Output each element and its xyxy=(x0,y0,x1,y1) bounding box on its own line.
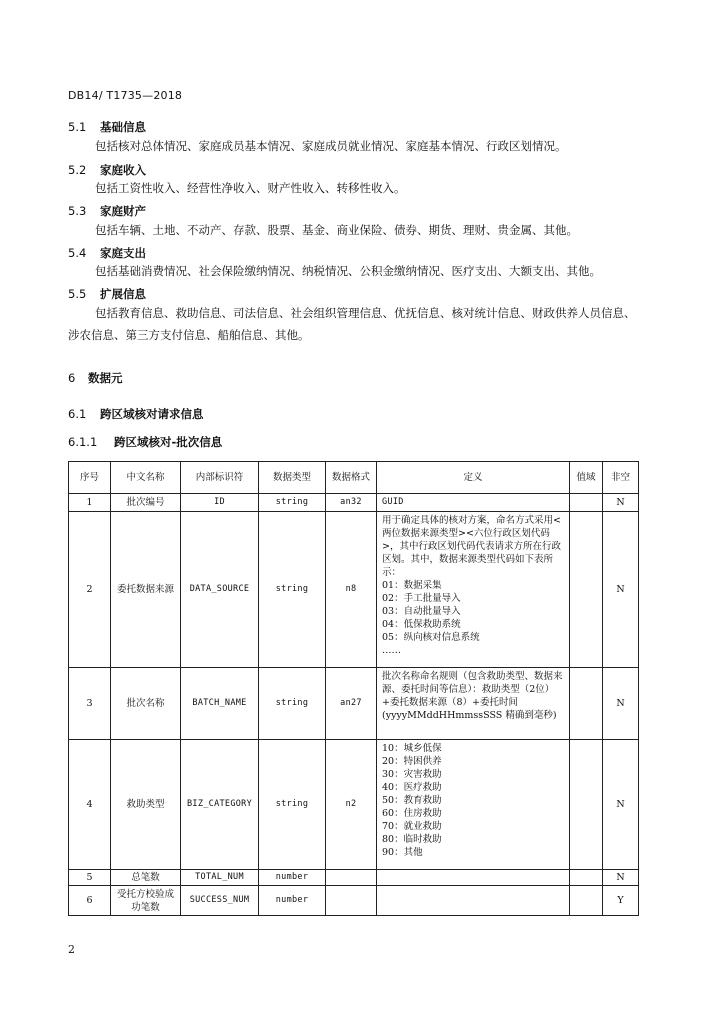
page-number: 2 xyxy=(68,943,75,956)
section-heading xyxy=(68,119,146,135)
definition-line: 用于确定具体的核对方案，命名方式采用<两位数据来源类型><六位行政区划代码>，其中行政区划代码代表请求方所在行政区划。其中，数据来源类型代码如下表所示： xyxy=(382,515,561,578)
section-number: 5.4 xyxy=(68,246,87,260)
col-header-type: 数据类型 xyxy=(259,462,326,494)
cell-id: SUCCESS_NUM xyxy=(181,886,259,916)
cell-notnull: N xyxy=(603,512,639,668)
cell-id: TOTAL_NUM xyxy=(181,870,259,886)
cell-type: string xyxy=(259,668,326,740)
cell-range xyxy=(570,740,603,870)
cell-definition xyxy=(377,886,570,916)
table-row xyxy=(69,740,639,870)
col-header-seq: 序号 xyxy=(69,462,111,494)
definition-line: 04：低保救助系统 xyxy=(382,619,461,630)
cell-format xyxy=(326,886,377,916)
chapter-title: 数据元 xyxy=(88,371,123,385)
cell-definition xyxy=(377,740,570,870)
subsection-title: 跨区域核对请求信息 xyxy=(100,407,204,421)
cell-definition xyxy=(377,512,570,668)
definition-line: 05：纵向核对信息系统 xyxy=(382,632,480,643)
cell-definition: 批次名称命名规则（包含救助类型、数据来源、委托时间等信息）：救助类型（2位）+委托数据来源（8）+委托时间(yyyyMMddHHmmssSSS 精确到毫秒) xyxy=(377,668,570,740)
cell-type: string xyxy=(259,512,326,668)
section-number: 5.3 xyxy=(68,204,87,218)
section-text: 包括车辆、土地、不动产、存款、股票、基金、商业保险、债券、期货、理财、贵金属、其他。 xyxy=(95,223,578,237)
cell-id: ID xyxy=(181,494,259,512)
section-title: 家庭财产 xyxy=(100,204,146,218)
section-text: 包括工资性收入、经营性净收入、财产性收入、转移性收入。 xyxy=(95,181,406,195)
cell-notnull: N xyxy=(603,494,639,512)
definition-line: 70：就业救助 xyxy=(382,821,442,832)
section-text: 包括核对总体情况、家庭成员基本情况、家庭成员就业情况、家庭基本情况、行政区划情况。 xyxy=(95,139,567,153)
definition-line: 50：教育救助 xyxy=(382,795,442,806)
cell-format: n8 xyxy=(326,512,377,668)
cell-range xyxy=(570,668,603,740)
section-text: 包括基础消费情况、社会保险缴纳情况、纳税情况、公积金缴纳情况、医疗支出、大额支出、其他。 xyxy=(95,264,601,278)
subsection-number: 6.1 xyxy=(68,407,87,421)
cell-format: an27 xyxy=(326,668,377,740)
subsection-heading xyxy=(68,406,204,422)
section-heading xyxy=(68,162,146,178)
definition-line: 10：城乡低保 xyxy=(382,743,442,754)
cell-id: BIZ_CATEGORY xyxy=(181,740,259,870)
subsubsection-number: 6.1.1 xyxy=(68,435,98,449)
cell-definition xyxy=(377,870,570,886)
subsubsection-heading xyxy=(68,434,222,450)
cell-seq: 5 xyxy=(69,870,111,886)
col-header-name: 中文名称 xyxy=(111,462,181,494)
definition-line: 90：其他 xyxy=(382,847,423,858)
cell-id: BATCH_NAME xyxy=(181,668,259,740)
cell-type: number xyxy=(259,870,326,886)
document-header: DB14/ T1735—2018 xyxy=(68,89,183,102)
cell-notnull: N xyxy=(603,870,639,886)
col-header-range: 值域 xyxy=(570,462,603,494)
section-text: 包括教育信息、救助信息、司法信息、社会组织管理信息、优抚信息、核对统计信息、财政供养人员信息、涉农信息、第三方支付信息、船舶信息、其他。 xyxy=(68,306,636,342)
cell-definition: GUID xyxy=(377,494,570,512)
table-row xyxy=(69,512,639,668)
col-header-notnull: 非空 xyxy=(603,462,639,494)
cell-range xyxy=(570,512,603,668)
cell-format: n2 xyxy=(326,740,377,870)
table-row xyxy=(69,668,639,740)
definition-line: 30：灾害救助 xyxy=(382,769,442,780)
cell-type: string xyxy=(259,494,326,512)
cell-seq: 6 xyxy=(69,886,111,916)
cell-seq: 4 xyxy=(69,740,111,870)
cell-range xyxy=(570,870,603,886)
definition-line: 20：特困供养 xyxy=(382,756,442,767)
definition-line: 80：临时救助 xyxy=(382,834,442,845)
cell-name: 委托数据来源 xyxy=(111,512,181,668)
definition-line: 60：住房救助 xyxy=(382,808,442,819)
section-title: 扩展信息 xyxy=(100,287,146,301)
subsubsection-title: 跨区域核对-批次信息 xyxy=(114,435,223,449)
cell-notnull: N xyxy=(603,740,639,870)
table-row xyxy=(69,870,639,886)
section-heading xyxy=(68,286,146,302)
section-heading xyxy=(68,245,146,261)
cell-seq: 3 xyxy=(69,668,111,740)
cell-name: 批次名称 xyxy=(111,668,181,740)
cell-notnull: N xyxy=(603,668,639,740)
definition-line: 02：手工批量导入 xyxy=(382,593,461,604)
cell-id: DATA_SOURCE xyxy=(181,512,259,668)
cell-format: an32 xyxy=(326,494,377,512)
definition-line: 03：自动批量导入 xyxy=(382,606,461,617)
section-heading xyxy=(68,203,146,219)
cell-format xyxy=(326,870,377,886)
cell-notnull: Y xyxy=(603,886,639,916)
cell-name: 总笔数 xyxy=(111,870,181,886)
cell-range xyxy=(570,886,603,916)
data-element-table xyxy=(68,461,639,916)
section-number: 5.2 xyxy=(68,163,87,177)
cell-type: number xyxy=(259,886,326,916)
table-row xyxy=(69,494,639,512)
cell-name: 救助类型 xyxy=(111,740,181,870)
section-number: 5.1 xyxy=(68,120,87,134)
cell-range xyxy=(570,494,603,512)
section-number: 5.5 xyxy=(68,287,87,301)
section-title: 家庭收入 xyxy=(100,163,146,177)
cell-type: string xyxy=(259,740,326,870)
cell-name: 受托方校验成功笔数 xyxy=(111,886,181,916)
cell-seq: 2 xyxy=(69,512,111,668)
definition-line: 01：数据采集 xyxy=(382,580,442,591)
col-header-id: 内部标识符 xyxy=(181,462,259,494)
section-title: 家庭支出 xyxy=(100,246,146,260)
definition-line: …… xyxy=(382,645,401,656)
definition-line: 40：医疗救助 xyxy=(382,782,442,793)
col-header-format: 数据格式 xyxy=(326,462,377,494)
chapter-number: 6 xyxy=(68,371,76,385)
cell-name: 批次编号 xyxy=(111,494,181,512)
chapter-heading xyxy=(68,370,123,386)
col-header-definition: 定义 xyxy=(377,462,570,494)
cell-seq: 1 xyxy=(69,494,111,512)
table-row xyxy=(69,886,639,916)
section-title: 基础信息 xyxy=(100,120,146,134)
table-header-row xyxy=(69,462,639,494)
